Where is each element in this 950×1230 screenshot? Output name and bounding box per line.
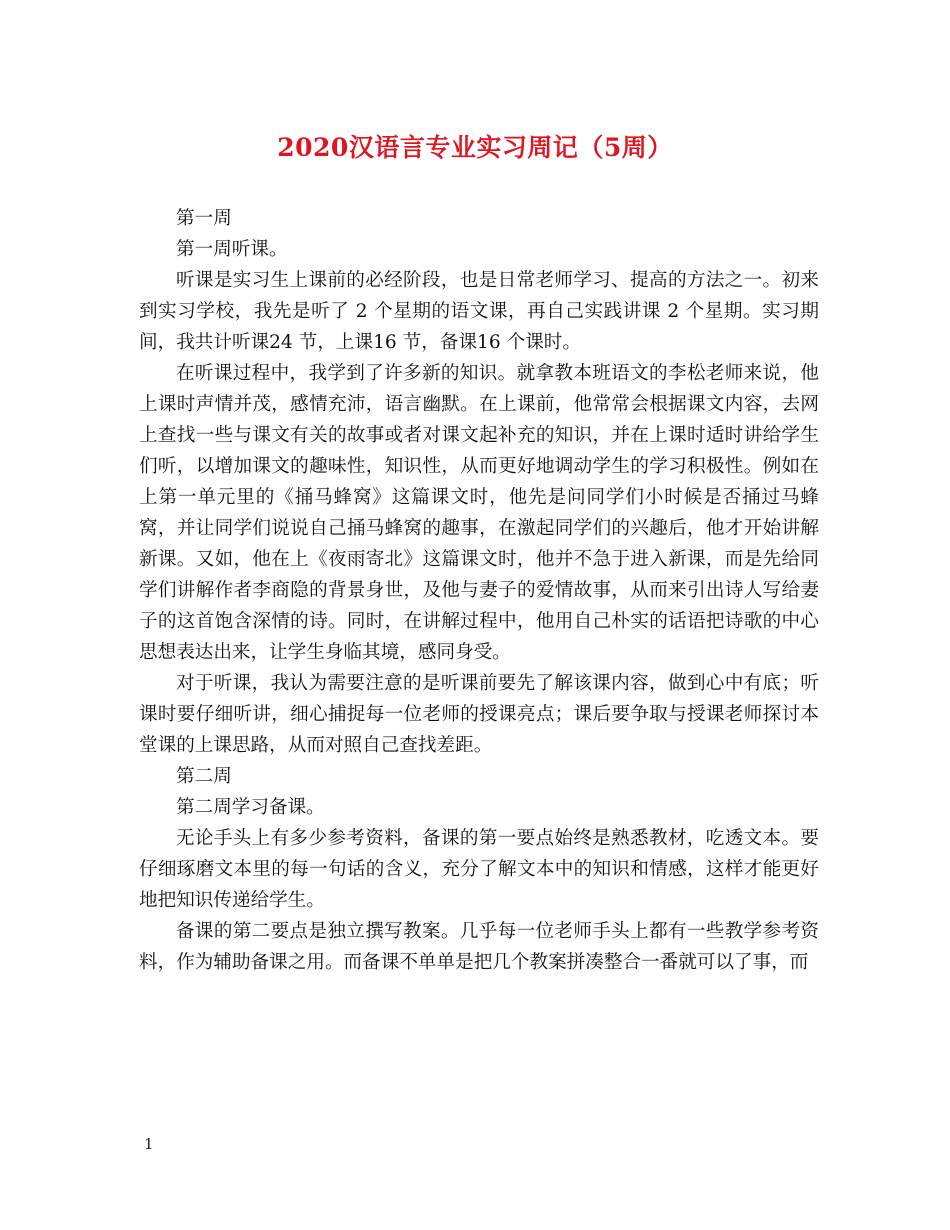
- body-paragraph: 无论手头上有多少参考资料，备课的第一要点始终是熟悉教材，吃透文本。要仔细琢磨文本里的每一句话的含义，充分了解文本中的知识和情感，这样才能更好地把知识传递给学生。: [139, 828, 819, 911]
- body-paragraph: 备课的第二要点是独立撰写教案。几乎每一位老师手头上都有一些教学参考资料，作为辅助备课之用。而备课不单单是把几个教案拼凑整合一番就可以了事，而: [139, 921, 819, 973]
- section-heading-week-1: 第一周: [176, 208, 232, 229]
- page-number: 1: [144, 1135, 154, 1153]
- section-heading-week-2: 第二周: [176, 766, 232, 787]
- section-subheading-week-2: 第二周学习备课。: [176, 797, 325, 818]
- body-paragraph: 听课是实习生上课前的必经阶段，也是日常老师学习、提高的方法之一。初来到实习学校，我先是听了 2 个星期的语文课，再自己实践讲课 2 个星期。实习期间，我共计听课24 节，上课16 节，备课16 个课时。: [139, 270, 819, 353]
- body-paragraph: 对于听课，我认为需要注意的是听课前要先了解该课内容，做到心中有底；听课时要仔细听讲，细心捕捉每一位老师的授课亮点；课后要争取与授课老师探讨本堂课的上课思路，从而对照自己查找差距。: [139, 673, 819, 756]
- document-body: [139, 203, 819, 978]
- section-subheading-week-1: 第一周听课。: [176, 239, 288, 260]
- document-title: 2020汉语言专业实习周记（5周）: [277, 133, 673, 162]
- body-paragraph: 在听课过程中，我学到了许多新的知识。就拿教本班语文的李松老师来说，他上课时声情并茂，感情充沛，语言幽默。在上课前，他常常会根据课文内容，去网上查找一些与课文有关的故事或者对课文起补充的知识，并在上课时适时讲给学生们听，以增加课文的趣味性，知识性，从而更好地调动学生的学习积极性。例如在上第一单元里的《捅马蜂窝》这篇课文时，他先是问同学们小时候是否捅过马蜂窝，并让同学们说说自己捅马蜂窝的趣事，在激起同学们的兴趣后，他才开始讲解新课。又如，他在上《夜雨寄北》这篇课文时，他并不急于进入新课，而是先给同学们讲解作者李商隐的背景身世，及他与妻子的爱情故事，从而来引出诗人写给妻子的这首饱含深情的诗。同时，在讲解过程中，他用自己朴实的话语把诗歌的中心思想表达出来，让学生身临其境，感同身受。: [139, 363, 819, 663]
